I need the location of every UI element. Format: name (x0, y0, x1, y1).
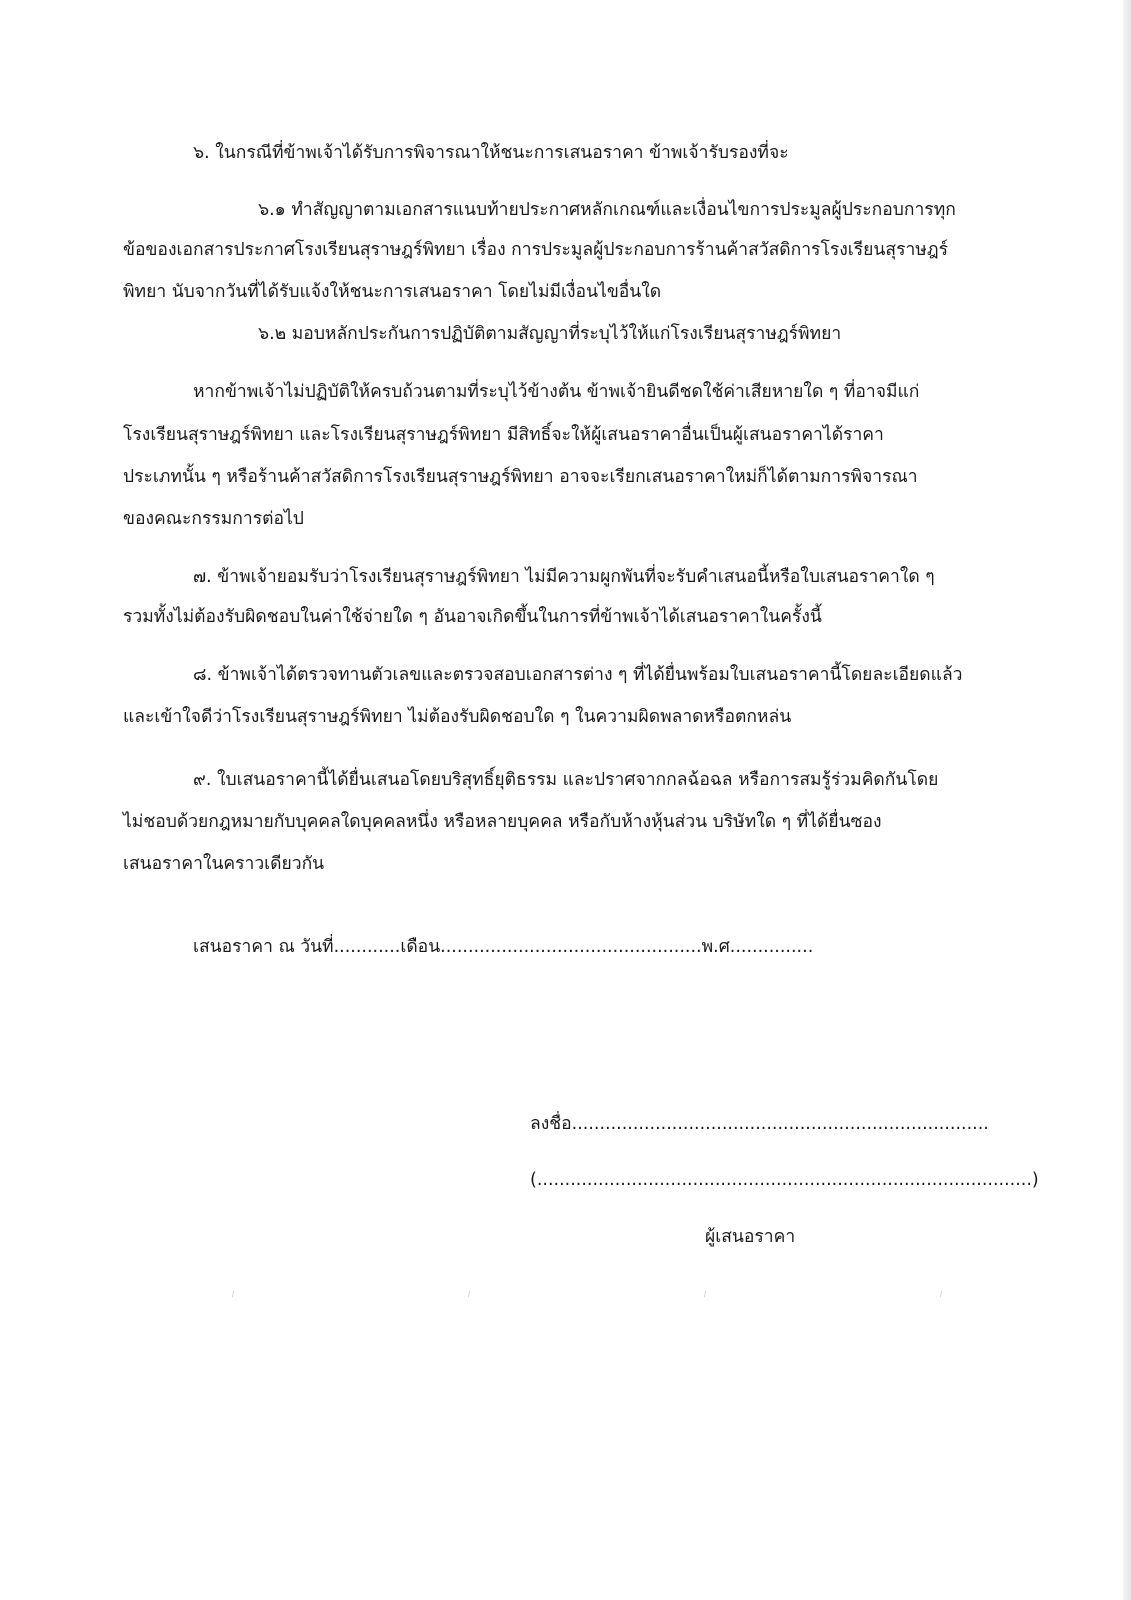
date-line: เสนอราคา ณ วันที่............เดือน...............................................พ.ศ............... (193, 937, 814, 957)
scan-speck: ⸝ (696, 1283, 711, 1301)
scan-speck: ⸝ (932, 1283, 947, 1301)
scan-edge (1123, 0, 1131, 1600)
penalty-line1: หากข้าพเจ้าไม่ปฏิบัติให้ครบถ้วนตามที่ระบุไว้ข้างต้น ข้าพเจ้ายินดีชดใช้ค่าเสียหายใด ๆ ที่อาจมีแก่ (193, 382, 920, 402)
clause7-line1: ๗. ข้าพเจ้ายอมรับว่าโรงเรียนสุราษฎร์พิทยา ไม่มีความผูกพันที่จะรับคำเสนอนี้หรือใบเสนอราคาใด ๆ (193, 567, 935, 587)
clause9-line3: เสนอราคาในคราวเดียวกัน (123, 854, 325, 874)
clause8-line2: และเข้าใจดีว่าโรงเรียนสุราษฎร์พิทยา ไม่ต้องรับผิดชอบใด ๆ ในความผิดพลาดหรือตกหล่น (123, 707, 792, 727)
clause9-line2: ไม่ชอบด้วยกฎหมายกับบุคคลใดบุคคลหนึ่ง หรือหลายบุคคล หรือกับห้างหุ้นส่วน บริษัทใด ๆ ที่ได้ยื่นซอง (123, 812, 882, 832)
clause9-line1: ๙. ใบเสนอราคานี้ได้ยื่นเสนอโดยบริสุทธิ์ยุติธรรม และปราศจากกลฉ้อฉล หรือการสมรู้ร่วมคิดกันโดย (193, 770, 939, 790)
clause6-item2: ๖.๒ มอบหลักประกันการปฏิบัติตามสัญญาที่ระบุไว้ให้แก่โรงเรียนสุราษฎร์พิทยา (258, 324, 842, 344)
clause6-item1-line3: พิทยา นับจากวันที่ได้รับแจ้งให้ชนะการเสนอราคา โดยไม่มีเงื่อนไขอื่นใด (123, 282, 662, 302)
clause6-item1-line1: ๖.๑ ทำสัญญาตามเอกสารแนบท้ายประกาศหลักเกณฑ์และเงื่อนไขการประมูลผู้ประกอบการทุก (258, 200, 956, 220)
clause7-line2: รวมทั้งไม่ต้องรับผิดชอบในค่าใช้จ่ายใด ๆ อันอาจเกิดขึ้นในการที่ข้าพเจ้าได้เสนอราคาในครั้งนี้ (123, 607, 822, 627)
penalty-line2: โรงเรียนสุราษฎร์พิทยา และโรงเรียนสุราษฎร์พิทยา มีสิทธิ์จะให้ผู้เสนอราคาอื่นเป็นผู้เสนอราคาได้ราคา (123, 425, 884, 445)
clause6-item1-line2: ข้อของเอกสารประกาศโรงเรียนสุราษฎร์พิทยา เรื่อง การประมูลผู้ประกอบการร้านค้าสวัสดิการโรงเรียนสุราษฎร์ (123, 240, 948, 260)
signature-line: ลงชื่อ........................................................................... (530, 1114, 989, 1134)
clause6-heading: ๖. ในกรณีที่ข้าพเจ้าได้รับการพิจารณาให้ชนะการเสนอราคา ข้าพเจ้ารับรองที่จะ (193, 143, 789, 163)
penalty-line4: ของคณะกรรมการต่อไป (123, 509, 304, 529)
signer-name-line: (.........................................................................................) (530, 1170, 1039, 1190)
signer-role: ผู้เสนอราคา (705, 1227, 796, 1247)
clause8-line1: ๘. ข้าพเจ้าได้ตรวจทานตัวเลขและตรวจสอบเอกสารต่าง ๆ ที่ได้ยื่นพร้อมใบเสนอราคานี้โดยละเอียดแล้ว (193, 665, 963, 685)
penalty-line3: ประเภทนั้น ๆ หรือร้านค้าสวัสดิการโรงเรียนสุราษฎร์พิทยา อาจจะเรียกเสนอราคาใหม่ก็ได้ตามการพิจารณา (123, 467, 918, 487)
scan-speck: ⸝ (460, 1283, 475, 1301)
scan-speck: ⸝ (224, 1283, 239, 1301)
